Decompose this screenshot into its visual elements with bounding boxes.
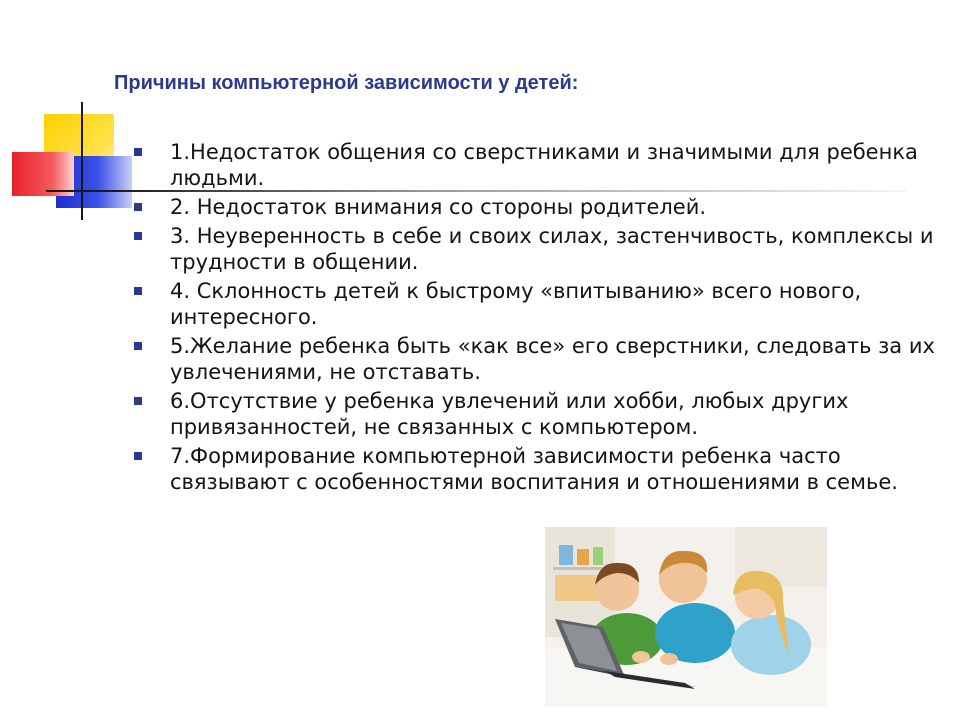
list-item-text: 4. Склонность детей к быстрому «впитыванию» всего нового, интересного. <box>170 279 862 329</box>
list-item <box>130 388 940 440</box>
list-item <box>130 194 940 220</box>
children-laptop-photo <box>545 527 827 707</box>
list-item-text: 2. Недостаток внимания со стороны родителей. <box>170 195 707 219</box>
list-item <box>130 223 940 275</box>
list-item-text: 6.Отсутствие у ребенка увлечений или хобби, любых других привязанностей, не связанных с компьютером. <box>170 389 849 439</box>
square-bullet-icon <box>134 397 142 405</box>
square-bullet-icon <box>134 232 142 240</box>
reasons-list <box>130 139 940 498</box>
slide-title: Причины компьютерной зависимости у детей: <box>114 72 579 94</box>
decor-vertical-line <box>81 102 83 220</box>
square-bullet-icon <box>134 452 142 460</box>
list-item <box>130 443 940 495</box>
list-item <box>130 333 940 385</box>
list-item <box>130 139 940 191</box>
square-bullet-icon <box>134 287 142 295</box>
list-item-text: 1.Недостаток общения со сверстниками и значимыми для ребенка людьми. <box>170 140 918 190</box>
list-item-text: 7.Формирование компьютерной зависимости ребенка часто связывают с особенностями воспитания и отношениями в семье. <box>170 444 898 494</box>
list-item-text: 5.Желание ребенка быть «как все» его сверстники, следовать за их увлечениями, не отставать. <box>170 334 935 384</box>
square-bullet-icon <box>134 148 142 156</box>
square-bullet-icon <box>134 342 142 350</box>
square-bullet-icon <box>134 203 142 211</box>
list-item-text: 3. Неуверенность в себе и своих силах, застенчивость, комплексы и трудности в общении. <box>170 224 934 274</box>
list-item <box>130 278 940 330</box>
